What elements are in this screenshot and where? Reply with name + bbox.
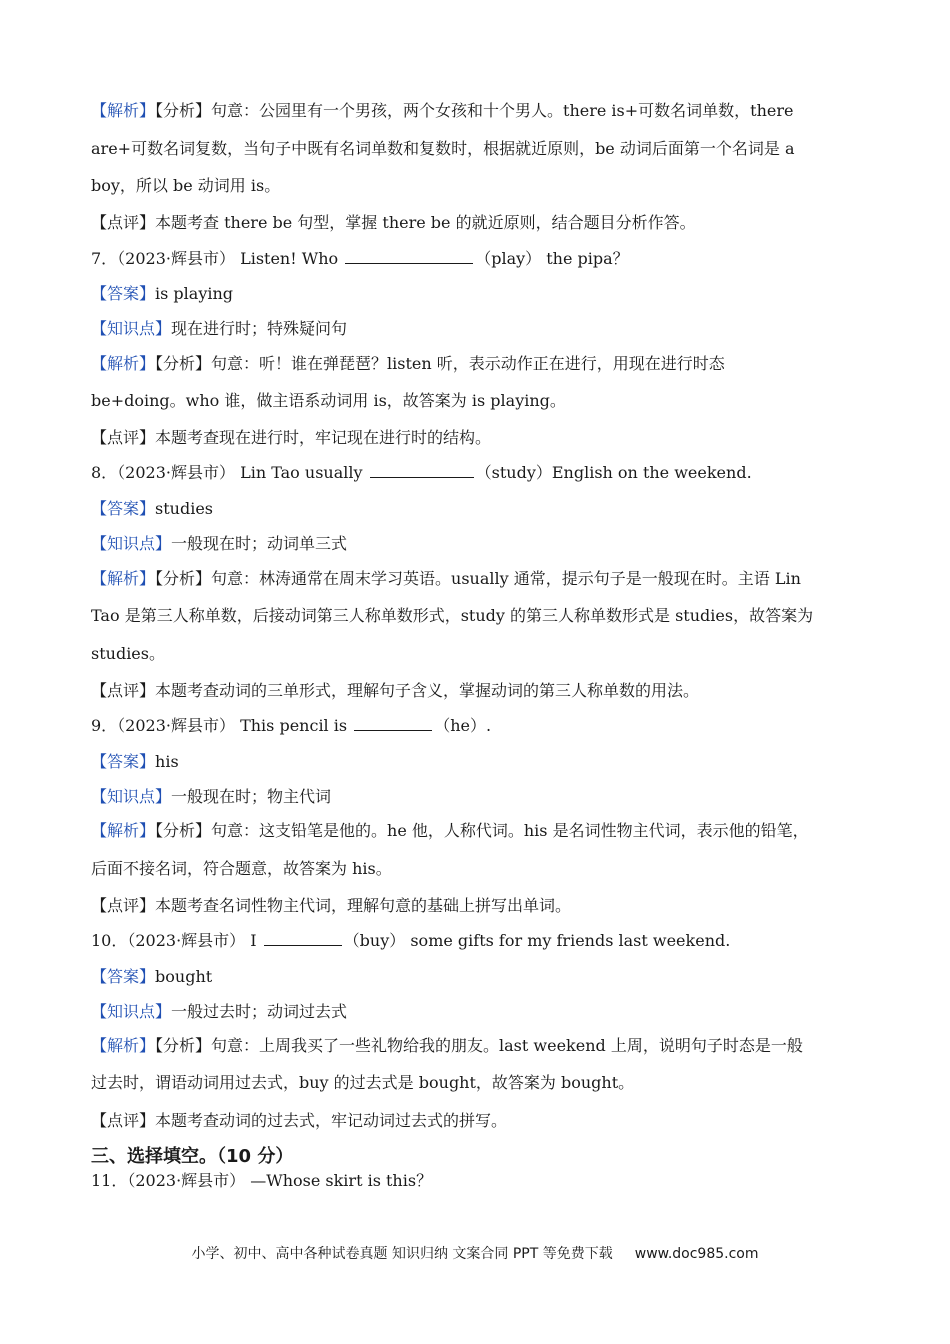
q8-stem: 8．（2023·辉县市） Lin Tao usually （study）English on the weekend. [91, 463, 752, 482]
section-3-heading: 三、选择填空。（10 分） [91, 1146, 294, 1167]
q8-comment: 【点评】本题考查动词的三单形式，理解句子含义，掌握动词的第三人称单数的用法。 [91, 681, 700, 700]
q7-comment: 【点评】本题考查现在进行时，牢记现在进行时的结构。 [91, 428, 492, 447]
q8-answer-blank [370, 462, 474, 478]
q7-analysis-line-2: be+doing。who 谁，做主语系动词用 is，故答案为 is playing。 [91, 391, 566, 410]
q9-analysis-line-2: 后面不接名词，符合题意，故答案为 his。 [91, 859, 392, 878]
q9-knowledge: 【知识点】一般现在时；物主代词 [91, 787, 332, 806]
q9-answer: 【答案】his [91, 752, 179, 771]
q6-comment: 【点评】本题考查 there be 句型，掌握 there be 的就近原则，结合题目分析作答。 [91, 213, 696, 232]
q10-knowledge: 【知识点】一般过去时；动词过去式 [91, 1002, 348, 1021]
q8-analysis-line-3: studies。 [91, 644, 165, 663]
q7-stem: 7．（2023·辉县市） Listen! Who （play） the pipa？ [91, 249, 629, 268]
q9-stem: 9．（2023·辉县市） This pencil is （he）. [91, 716, 492, 735]
footer-text: 小学、初中、高中各种试卷真题 知识归纳 文案合同 PPT 等免费下载 [191, 1246, 613, 1262]
q10-answer: 【答案】bought [91, 967, 213, 986]
q6-analysis-line-1: 【解析】【分析】句意：公园里有一个男孩，两个女孩和十个男人。there is+可数名词单数，there [91, 101, 794, 120]
q8-analysis-line-2: Tao 是第三人称单数，后接动词第三人称单数形式，study 的第三人称单数形式是 studies，故答案为 [91, 606, 814, 625]
q8-knowledge: 【知识点】一般现在时；动词单三式 [91, 534, 348, 553]
q6-analysis-line-2: are+可数名词复数，当句子中既有名词单数和复数时，根据就近原则，be 动词后面第一个名词是 a [91, 139, 795, 158]
q10-stem: 10．（2023·辉县市） I （buy） some gifts for my friends last weekend. [91, 931, 731, 950]
q11-stem: 11．（2023·辉县市） —Whose skirt is this？ [91, 1171, 433, 1190]
q8-answer: 【答案】studies [91, 499, 213, 518]
q7-answer: 【答案】is playing [91, 284, 234, 303]
q7-answer-blank [345, 248, 473, 264]
page-footer [0, 1243, 950, 1265]
q7-knowledge: 【知识点】现在进行时；特殊疑问句 [91, 319, 348, 338]
q10-comment: 【点评】本题考查动词的过去式，牢记动词过去式的拼写。 [91, 1111, 508, 1130]
q7-analysis-line-1: 【解析】【分析】句意：听！谁在弹琵琶？listen 听，表示动作正在进行，用现在进行时态 [91, 354, 725, 373]
q9-analysis-line-1: 【解析】【分析】句意：这支铅笔是他的。he 他，人称代词。his 是名词性物主代词，表示他的铅笔， [91, 821, 809, 840]
q10-analysis-line-2: 过去时，谓语动词用过去式，buy 的过去式是 bought，故答案为 bought。 [91, 1073, 635, 1092]
q9-comment: 【点评】本题考查名词性物主代词，理解句意的基础上拼写出单词。 [91, 896, 572, 915]
footer-url[interactable]: www.doc985.com [634, 1246, 759, 1262]
q8-analysis-line-1: 【解析】【分析】句意：林涛通常在周末学习英语。usually 通常，提示句子是一般现在时。主语 Lin [91, 569, 801, 588]
q6-analysis-line-3: boy，所以 be 动词用 is。 [91, 176, 281, 195]
q10-analysis-line-1: 【解析】【分析】句意：上周我买了一些礼物给我的朋友。last weekend 上周，说明句子时态是一般 [91, 1036, 803, 1055]
q9-answer-blank [354, 715, 432, 731]
q10-answer-blank [264, 930, 342, 946]
analysis-tag: 【解析】 [91, 101, 156, 120]
